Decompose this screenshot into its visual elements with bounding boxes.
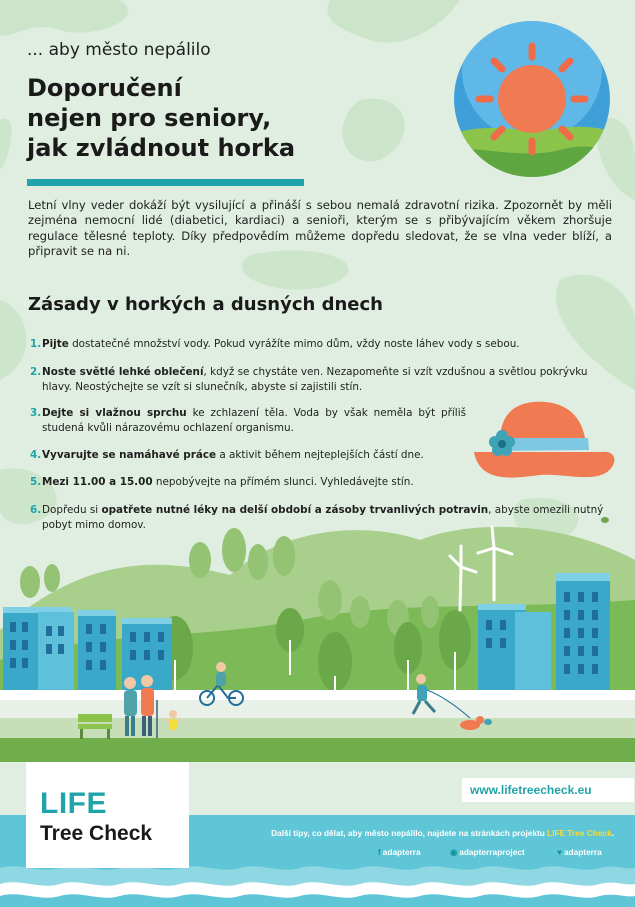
rule-number: 2. — [30, 366, 42, 378]
section-heading: Zásady v horkých a dusných dnech — [28, 294, 383, 315]
instagram-icon: ◉ — [450, 847, 458, 857]
social-label: adapterra — [563, 847, 602, 857]
rule-text: ke zchlazení těla. Voda by však neměla být příliš studená kvůli nárazovému ochlazení organismu. — [42, 407, 466, 434]
rule-highlight: opatřete nutné léky na delší období a zásoby trvanlivých potravin — [101, 504, 489, 516]
title-line: nejen pro seniory, — [27, 104, 272, 132]
tip-text: Další tipy, co dělat, aby město nepálilo, najdete na stránkách projektu — [271, 828, 548, 838]
social-facebook[interactable] — [378, 847, 421, 857]
rule-text: , když se chystáte ven. Nezapomeňte si vzít vzdušnou a světlou pokrývku hlavy. Neostýchejte se vzít si slunečník, abyste si zajistili stín. — [42, 366, 588, 393]
footer-tip — [214, 828, 614, 838]
title-line: jak zvládnout horka — [27, 134, 296, 162]
rule-highlight: Dejte si vlažnou sprchu — [42, 407, 187, 419]
title-underline — [27, 179, 304, 186]
rule-text: , abyste omezili nutný pobyt mimo domov. — [42, 504, 604, 531]
rule-item — [30, 475, 472, 490]
twitter-icon: ♥ — [557, 847, 562, 857]
rule-text: Dopředu si — [42, 504, 102, 516]
rule-item — [30, 503, 614, 533]
sun-hat-illustration — [474, 402, 614, 478]
rule-highlight: Vyvarujte se namáhavé práce — [42, 449, 217, 461]
rule-item — [30, 365, 614, 395]
social-twitter[interactable] — [557, 847, 602, 857]
rule-item — [30, 406, 466, 436]
grass-strip — [0, 738, 635, 762]
rule-highlight: Pijte — [42, 338, 69, 350]
social-instagram[interactable] — [450, 847, 525, 857]
rule-number: 3. — [30, 407, 42, 419]
sun-illustration — [450, 0, 620, 190]
logo-life: LIFE — [40, 787, 107, 820]
rule-number: 4. — [30, 449, 42, 461]
rule-number: 5. — [30, 476, 42, 488]
page-title — [27, 73, 295, 163]
website-link[interactable]: www.lifetreecheck.eu — [462, 778, 634, 802]
rule-highlight: Mezi 11.00 a 15.00 — [42, 476, 153, 488]
rule-item — [30, 337, 602, 352]
rule-number: 6. — [30, 504, 42, 516]
facebook-icon: f — [378, 847, 381, 857]
subtitle: ... aby město nepálilo — [27, 40, 211, 60]
social-label: adapterra — [382, 847, 421, 857]
rule-highlight: Noste světlé lehké oblečení — [42, 366, 204, 378]
social-label: adapterraproject — [459, 847, 525, 857]
title-line: Doporučení — [27, 74, 182, 102]
rule-text: a aktivit během nejteplejších částí dne. — [216, 449, 424, 461]
rule-text: dostatečné množství vody. Pokud vyrážíte mimo dům, vždy noste láhev vody s sebou. — [68, 338, 520, 350]
tip-project-link[interactable]: LIFE Tree Check — [547, 828, 612, 838]
intro-paragraph: Letní vlny veder dokáží být vysilující a přináší s sebou nemalá zdravotní rizika. Zpozornět by měli zejména nemocní lidé (diabetici, kardiaci) a senioři, kterým se s přibývajícím věkem zhoršuje regulace tělesné teploty. Díky předpovědím můžeme dopředu sledovat, že se vlna veder blíží, a připravit se na ni. — [28, 198, 612, 259]
tip-text-end: . — [611, 828, 614, 838]
rule-number: 1. — [30, 338, 42, 350]
rule-text: nepobývejte na přímém slunci. Vyhledávejte stín. — [152, 476, 414, 488]
logo-tree-check: Tree Check — [40, 822, 153, 845]
rule-item — [30, 448, 472, 463]
